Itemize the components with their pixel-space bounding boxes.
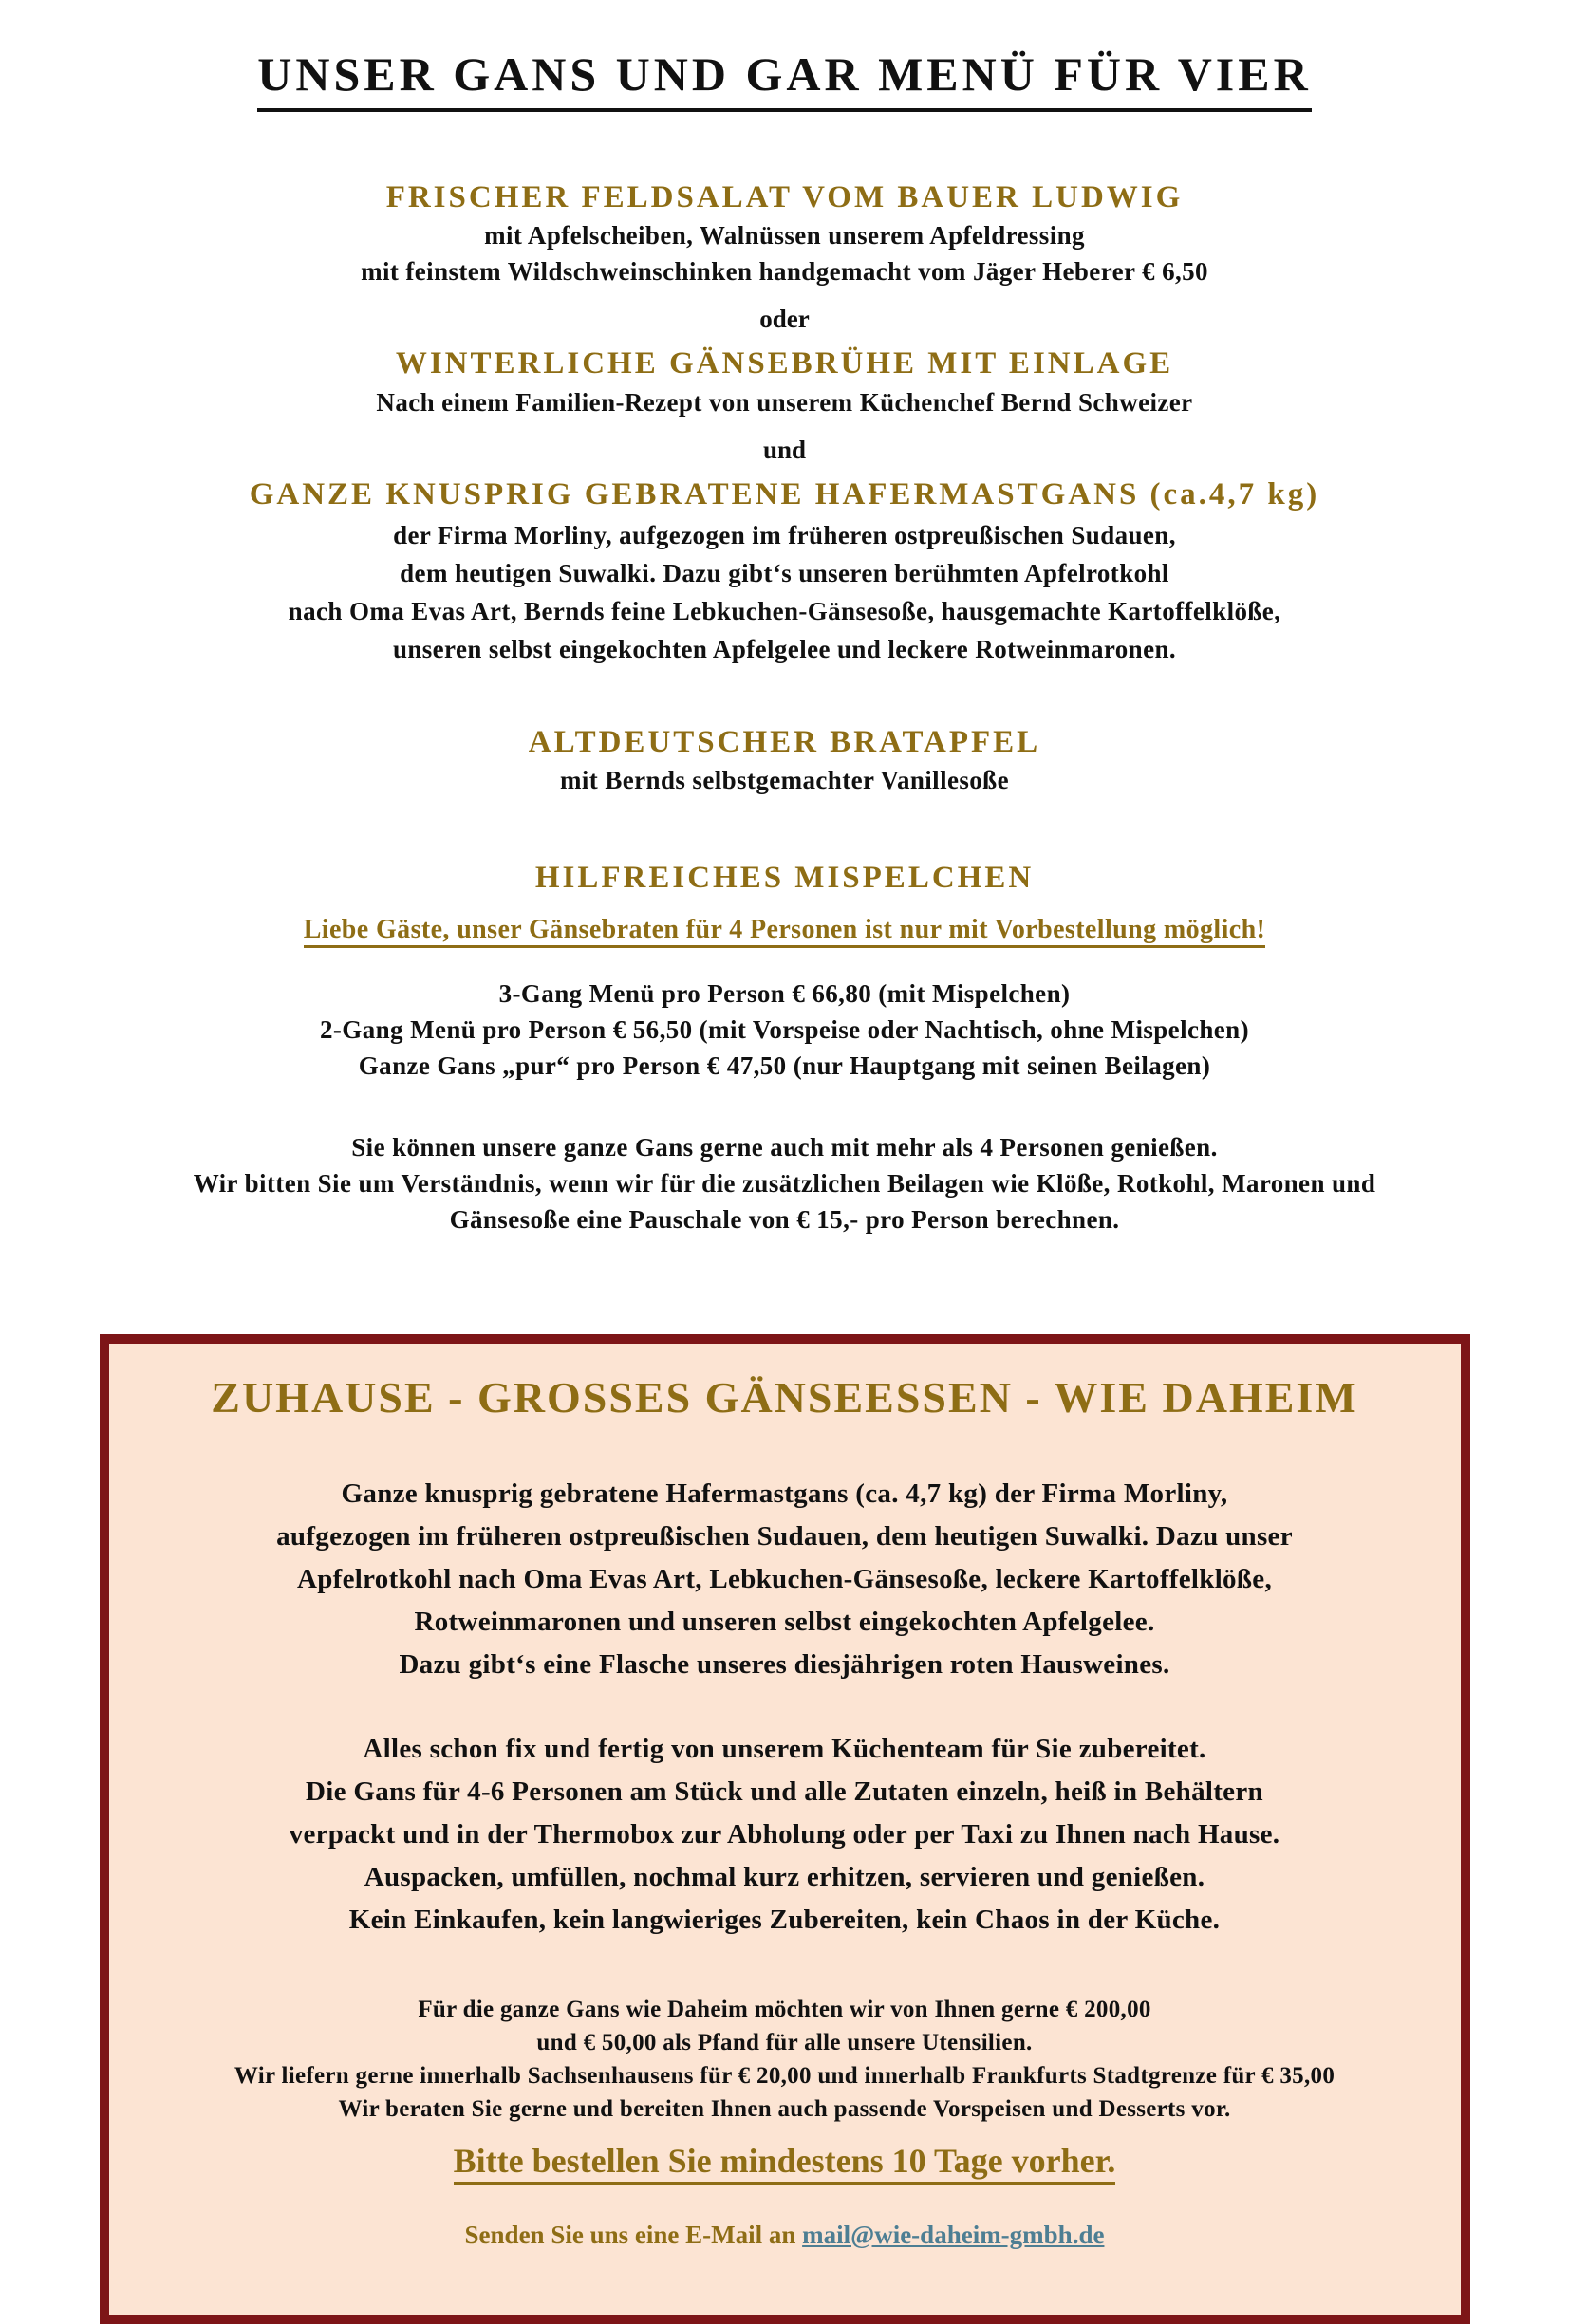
soup-desc-line-1: Nach einem Familien-Rezept von unserem Küchenchef Bernd Schweizer [376, 387, 1193, 417]
takeaway-service-line-2: Die Gans für 4-6 Personen am Stück und alle Zutaten einzeln, heiß in Behältern [306, 1776, 1263, 1807]
main-course-heading: GANZE KNUSPRIG GEBRATENE HAFERMASTGANS (ca.4,7 kg) [249, 476, 1320, 511]
email-prefix-text: Senden Sie uns eine E-Mail an [464, 2220, 803, 2249]
takeaway-desc-line-3: Apfelrotkohl nach Oma Evas Art, Lebkuchen-Gänsesoße, leckere Kartoffelklöße, [296, 1563, 1273, 1594]
order-deadline-text: Bitte bestellen Sie mindestens 10 Tage vorher. [454, 2142, 1116, 2185]
takeaway-description-paragraph [143, 1473, 1427, 1686]
preorder-notice-text: Liebe Gäste, unser Gänsebraten für 4 Personen ist nur mit Vorbestellung möglich! [304, 915, 1266, 948]
order-deadline-notice [143, 2139, 1427, 2183]
takeaway-desc-line-1: Ganze knusprig gebratene Hafermastgans (ca. 4,7 kg) der Firma Morliny, [341, 1478, 1228, 1509]
group-info-line-3: Gänsesoße eine Pauschale von € 15,- pro Person berechnen. [449, 1205, 1120, 1235]
page-title [0, 46, 1569, 112]
starter-desc-line-1: mit Apfelscheiben, Walnüssen unserem Apfeldressing [484, 221, 1085, 251]
takeaway-price-line-4: Wir beraten Sie gerne und bereiten Ihnen auch passende Vorspeisen und Desserts vor. [338, 2095, 1231, 2122]
takeaway-service-paragraph [143, 1728, 1427, 1942]
main-course-desc-line-1: der Firma Morliny, aufgezogen im früheren ostpreußischen Sudauen, [393, 520, 1176, 549]
group-info-line-2: Wir bitten Sie um Verständnis, wenn wir für die zusätzlichen Beilagen wie Klöße, Rotkohl, Maronen und [193, 1169, 1376, 1199]
takeaway-service-line-5: Kein Einkaufen, kein langwieriges Zubereiten, kein Chaos in der Küche. [348, 1904, 1221, 1935]
takeaway-desc-line-2: aufgezogen im früheren ostpreußischen Sudauen, dem heutigen Suwalki. Dazu unser [276, 1520, 1293, 1552]
starter-heading: FRISCHER FELDSALAT VOM BAUER LUDWIG [385, 180, 1184, 214]
main-course-desc-line-4: unseren selbst eingekochten Apfelgelee und leckere Rotweinmaronen. [392, 634, 1177, 663]
email-contact-line [143, 2217, 1427, 2253]
takeaway-price-line-1: Für die ganze Gans wie Daheim möchten wir von Ihnen gerne € 200,00 [418, 1996, 1151, 2022]
price-line-2-gang: 2-Gang Menü pro Person € 56,50 (mit Vorspeise oder Nachtisch, ohne Mispelchen) [320, 1015, 1249, 1045]
takeaway-pricing-paragraph [143, 1993, 1427, 2126]
takeaway-heading: ZUHAUSE - GROSSES GÄNSEESSEN - WIE DAHEIM [211, 1373, 1358, 1422]
page-title-text: UNSER GANS UND GAR MENÜ FÜR VIER [257, 46, 1311, 112]
takeaway-offer-box [100, 1334, 1470, 2324]
digestif-heading: HILFREICHES MISPELCHEN [534, 861, 1035, 895]
main-course-desc-line-2: dem heutigen Suwalki. Dazu gibt‘s unseren berühmten Apfelrotkohl [400, 558, 1169, 587]
soup-heading: WINTERLICHE GÄNSEBRÜHE MIT EINLAGE [395, 346, 1174, 381]
takeaway-service-line-1: Alles schon fix und fertig von unserem Küchenteam für Sie zubereitet. [363, 1733, 1206, 1764]
takeaway-price-line-2: und € 50,00 als Pfand für alle unsere Utensilien. [536, 2029, 1033, 2055]
takeaway-desc-line-4: Rotweinmaronen und unseren selbst eingekochten Apfelgelee. [414, 1606, 1155, 1637]
dessert-heading: ALTDEUTSCHER BRATAPFEL [528, 724, 1041, 759]
separator-und: und [762, 435, 807, 464]
takeaway-service-line-3: verpackt und in der Thermobox zur Abholung oder per Taxi zu Ihnen nach Hause. [289, 1818, 1280, 1850]
group-info-block [0, 1129, 1569, 1237]
takeaway-price-line-3: Wir liefern gerne innerhalb Sachsenhausens für € 20,00 und innerhalb Frankfurts Stadtgrenze für € 35,00 [233, 2062, 1336, 2089]
takeaway-service-line-4: Auspacken, umfüllen, nochmal kurz erhitzen, servieren und genießen. [364, 1861, 1205, 1892]
price-list [0, 976, 1569, 1084]
separator-oder: oder [759, 305, 810, 334]
main-course-desc-line-3: nach Oma Evas Art, Bernds feine Lebkuchen-Gänsesoße, hausgemachte Kartoffelklöße, [288, 596, 1281, 625]
email-link[interactable]: mail@wie-daheim-gmbh.de [802, 2220, 1105, 2249]
dessert-desc-line-1: mit Bernds selbstgemachter Vanillesoße [560, 766, 1009, 794]
price-line-3-gang: 3-Gang Menü pro Person € 66,80 (mit Mispelchen) [498, 979, 1071, 1009]
takeaway-desc-line-5: Dazu gibt‘s eine Flasche unseres diesjährigen roten Hausweines. [399, 1648, 1170, 1680]
group-info-line-1: Sie können unsere ganze Gans gerne auch mit mehr als 4 Personen genießen. [351, 1133, 1218, 1162]
dine-in-menu-section [0, 178, 1569, 1237]
starter-desc-line-2: mit feinstem Wildschweinschinken handgemacht vom Jäger Heberer € 6,50 [361, 257, 1208, 287]
price-line-gans-pur: Ganze Gans „pur“ pro Person € 47,50 (nur Hauptgang mit seinen Beilagen) [358, 1051, 1211, 1081]
preorder-notice [0, 911, 1569, 949]
